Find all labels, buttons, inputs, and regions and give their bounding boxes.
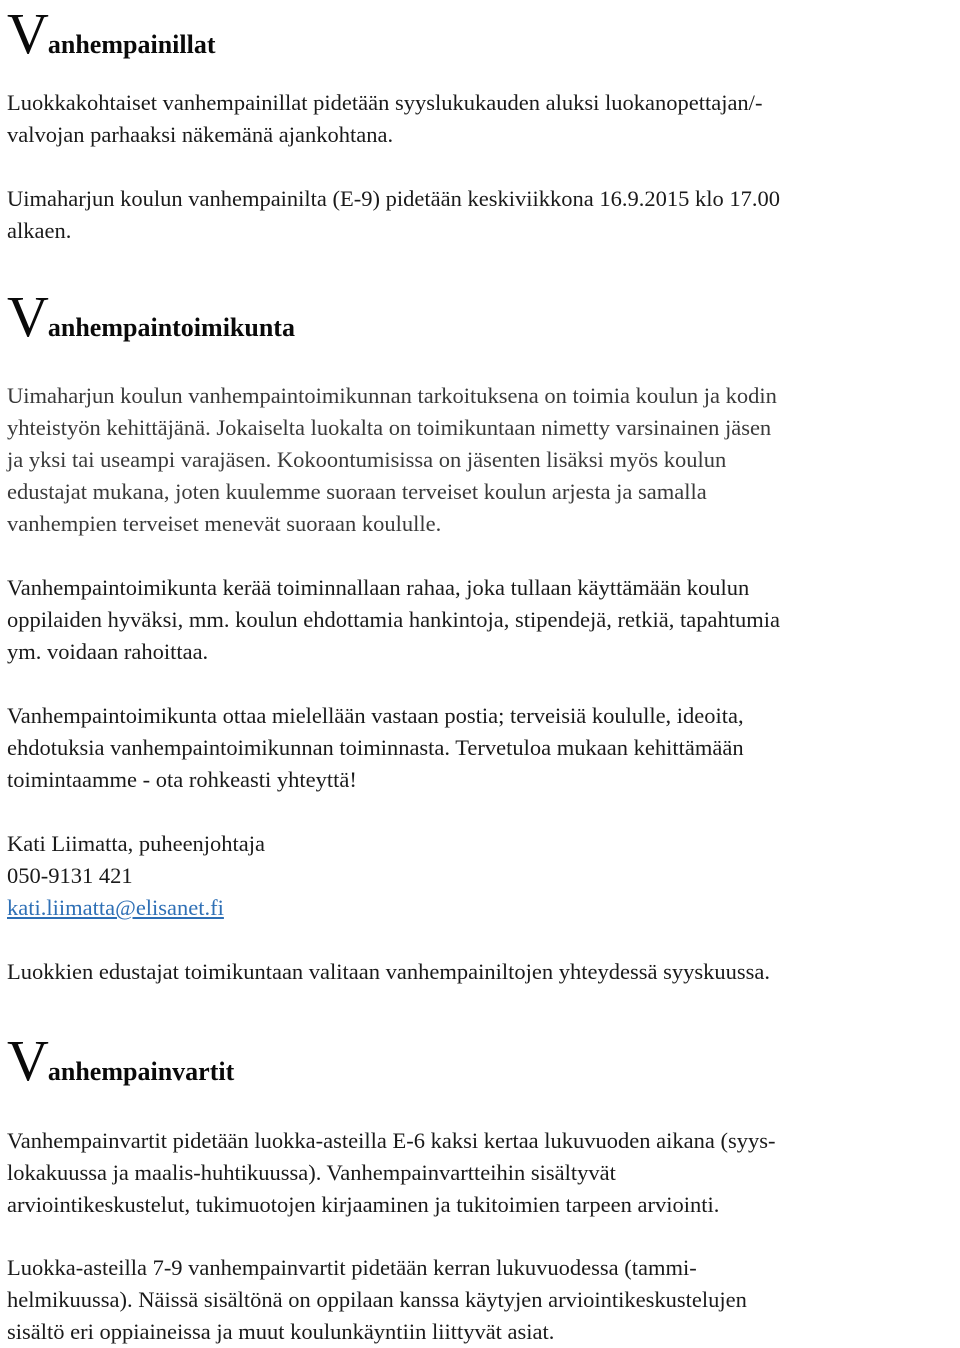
paragraph-line: Luokka-asteilla 7-9 vanhempainvartit pidetään kerran lukuvuodessa (tammi- — [7, 1255, 697, 1280]
paragraph — [7, 572, 780, 668]
paragraph-line: oppilaiden hyväksi, mm. koulun ehdottamia hankintoja, stipendejä, retkiä, tapahtumia — [7, 607, 780, 632]
paragraph-line: alkaen. — [7, 218, 72, 243]
contact-email-link[interactable]: kati.liimatta@elisanet.fi — [7, 895, 224, 920]
heading-initial: V — [7, 284, 48, 349]
paragraph-line: Vanhempaintoimikunta kerää toiminnallaan rahaa, joka tullaan käyttämään koulun — [7, 575, 750, 600]
heading-text: anhempainvartit — [47, 1057, 235, 1086]
paragraph-line: Vanhempainvartit pidetään luokka-asteilla E-6 kaksi kertaa lukuvuoden aikana (syys- — [7, 1128, 776, 1153]
contact-phone: 050-9131 421 — [7, 863, 133, 888]
paragraph-line: ja yksi tai useampi varajäsen. Kokoontumisissa on jäsenten lisäksi myös koulun — [7, 447, 727, 472]
paragraph-line: Uimaharjun koulun vanhempaintoimikunnan tarkoituksena on toimia koulun ja kodin — [7, 383, 777, 408]
paragraph-line: sisältö eri oppiaineissa ja muut koulunkäyntiin liittyvät asiat. — [7, 1319, 555, 1344]
heading-text: anhempainillat — [47, 30, 216, 59]
paragraph — [7, 1252, 747, 1348]
section-heading — [7, 1027, 234, 1094]
paragraph — [7, 183, 780, 247]
paragraph — [7, 380, 777, 540]
section-heading — [7, 0, 215, 67]
paragraph-line: Luokkakohtaiset vanhempainillat pidetään syyslukukauden aluksi luokanopettajan/- — [7, 90, 763, 115]
paragraph-line: lokakuussa ja maalis-huhtikuussa). Vanhempainvartteihin sisältyvät — [7, 1160, 616, 1185]
heading-initial: V — [7, 1, 48, 66]
paragraph-line: helmikuussa). Näissä sisältönä on oppilaan kanssa käytyjen arviointikeskustelujen — [7, 1287, 747, 1312]
paragraph-line: Vanhempaintoimikunta ottaa mielellään vastaan postia; terveisiä koululle, ideoita, — [7, 703, 744, 728]
paragraph-line: edustajat mukana, joten kuulemme suoraan terveiset koulun arjesta ja samalla — [7, 479, 707, 504]
section-vanhempainvartit — [7, 1027, 234, 1094]
paragraph-line: toimintaamme - ota rohkeasti yhteyttä! — [7, 767, 357, 792]
section-heading — [7, 283, 295, 350]
section-vanhempainillat — [7, 0, 215, 67]
paragraph — [7, 956, 770, 988]
heading-initial: V — [7, 1028, 48, 1093]
paragraph-line: vanhempien terveiset menevät suoraan koululle. — [7, 511, 442, 536]
paragraph-line: ehdotuksia vanhempaintoimikunnan toiminnasta. Tervetuloa mukaan kehittämään — [7, 735, 744, 760]
paragraph-line: Luokkien edustajat toimikuntaan valitaan vanhempainiltojen yhteydessä syyskuussa. — [7, 959, 770, 984]
paragraph-line: valvojan parhaaksi näkemänä ajankohtana. — [7, 122, 394, 147]
paragraph — [7, 700, 744, 796]
contact-name: Kati Liimatta, puheenjohtaja — [7, 831, 266, 856]
contact-block — [7, 828, 265, 924]
paragraph-line: Uimaharjun koulun vanhempainilta (E-9) pidetään keskiviikkona 16.9.2015 klo 17.00 — [7, 186, 780, 211]
heading-text: anhempaintoimikunta — [47, 313, 295, 342]
paragraph — [7, 87, 762, 151]
paragraph-line: yhteistyön kehittäjänä. Jokaiselta luokalta on toimikuntaan nimetty varsinainen jäsen — [7, 415, 772, 440]
paragraph-line: ym. voidaan rahoittaa. — [7, 639, 209, 664]
section-vanhempaintoimikunta — [7, 283, 295, 350]
paragraph — [7, 1125, 776, 1221]
paragraph-line: arviointikeskustelut, tukimuotojen kirjaaminen ja tukitoimien tarpeen arviointi. — [7, 1192, 720, 1217]
